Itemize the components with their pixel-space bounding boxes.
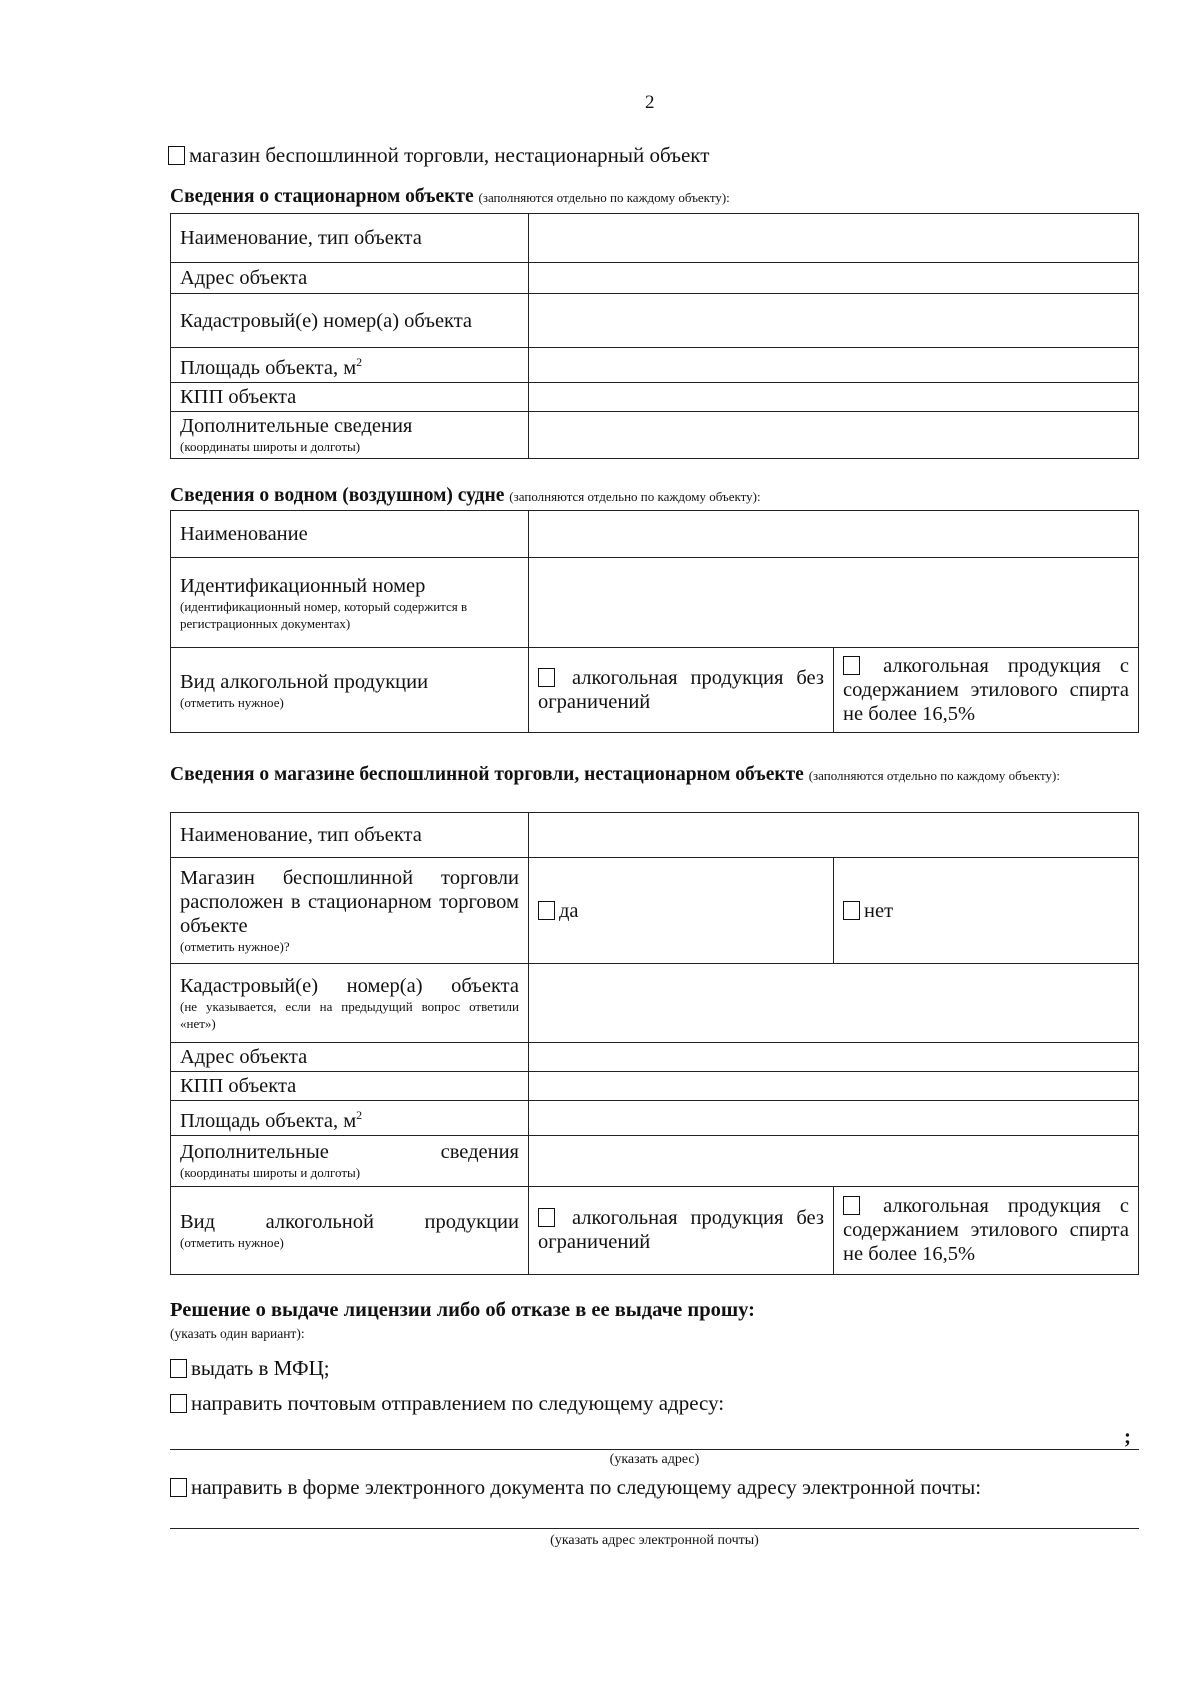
input-cell[interactable] <box>529 263 1139 294</box>
input-cell[interactable] <box>529 348 1139 383</box>
label: Кадастровый(е) номер(а) объекта <box>171 294 529 348</box>
option-label: направить в форме электронного документа по следующему адресу электронной почты: <box>191 1475 982 1499</box>
label-text: Вид алкогольной продукции <box>180 1210 519 1233</box>
option-no[interactable] <box>834 858 1139 964</box>
input-cell[interactable] <box>529 382 1139 411</box>
option-label: алкогольная продукция с содержанием этилового спирта не более 16,5% <box>843 655 1129 725</box>
address-caption: (указать адрес) <box>609 1452 700 1467</box>
hint: (отметить нужное) <box>180 694 284 710</box>
hint: (не указывается, если на предыдущий вопрос ответили «нет») <box>180 999 519 1031</box>
label: КПП объекта <box>171 382 529 411</box>
label <box>171 858 529 964</box>
label <box>171 1135 529 1186</box>
heading-text: Сведения о магазине беспошлинной торговли, нестационарном объекте <box>170 764 804 785</box>
label-text: Вид алкогольной продукции <box>180 670 429 693</box>
checkbox[interactable] <box>843 901 860 920</box>
email-line[interactable] <box>170 1528 1139 1529</box>
label: Адрес объекта <box>171 1043 529 1072</box>
checkbox[interactable] <box>843 1196 860 1215</box>
label: Адрес объекта <box>171 263 529 294</box>
heading-text: Сведения о водном (воздушном) судне <box>170 485 505 506</box>
checkbox-label: магазин беспошлинной торговли, нестационарный объект <box>189 143 710 167</box>
label <box>171 411 529 458</box>
section-heading-vessel <box>170 485 761 507</box>
hint: (координаты широты и долготы) <box>180 439 361 455</box>
label-text: Кадастровый(е) номер(а) объекта <box>180 975 519 997</box>
option-label: алкогольная продукция без ограничений <box>538 667 824 713</box>
semicolon: ; <box>1124 1424 1131 1448</box>
input-cell[interactable] <box>529 1043 1139 1072</box>
email-caption: (указать адрес электронной почты) <box>550 1533 759 1548</box>
heading-note: (заполняются отдельно по каждому объекту): <box>509 489 761 504</box>
sup: 2 <box>356 1108 363 1122</box>
option-label: выдать в МФЦ; <box>191 1356 330 1380</box>
heading-text: Сведения о стационарном объекте <box>170 186 474 207</box>
label: Наименование, тип объекта <box>171 214 529 263</box>
option-limited[interactable] <box>834 648 1139 733</box>
checkbox[interactable] <box>170 1394 187 1413</box>
option-unrestricted[interactable] <box>529 1186 834 1274</box>
input-cell[interactable] <box>529 511 1139 558</box>
heading-note: (заполняются отдельно по каждому объекту): <box>478 190 730 205</box>
label-text: Магазин беспошлинной торговли расположен в стационарном торговом объекте <box>180 867 519 937</box>
option-limited[interactable] <box>834 1186 1139 1274</box>
input-cell[interactable] <box>529 294 1139 348</box>
input-cell[interactable] <box>529 1135 1139 1186</box>
hint: (координаты широты и долготы) <box>180 1165 361 1181</box>
label <box>171 348 529 383</box>
checkbox[interactable] <box>170 1478 187 1497</box>
checkbox[interactable] <box>538 1208 555 1227</box>
input-cell[interactable] <box>529 1101 1139 1136</box>
option-label: алкогольная продукция без ограничений <box>538 1207 824 1254</box>
label: КПП объекта <box>171 1072 529 1101</box>
option-unrestricted[interactable] <box>529 648 834 733</box>
label <box>171 1101 529 1136</box>
input-cell[interactable] <box>529 1072 1139 1101</box>
option-label: направить почтовым отправлением по следующему адресу: <box>191 1391 725 1415</box>
hint: (идентификационный номер, который содержится в регистрационных документах) <box>180 598 468 631</box>
dutyfree-type-option[interactable] <box>168 143 709 168</box>
decision-sub: (указать один вариант): <box>170 1326 305 1341</box>
input-cell[interactable] <box>529 558 1139 648</box>
option-post[interactable] <box>170 1391 724 1416</box>
option-label: да <box>559 899 579 922</box>
option-mfc[interactable] <box>170 1356 330 1381</box>
input-cell[interactable] <box>529 964 1139 1043</box>
input-cell[interactable] <box>529 813 1139 858</box>
sup: 2 <box>356 355 363 369</box>
option-email[interactable] <box>170 1475 981 1500</box>
option-yes[interactable] <box>529 858 834 964</box>
label <box>171 964 529 1043</box>
label: Наименование, тип объекта <box>171 813 529 858</box>
label <box>171 558 529 648</box>
label-text: Идентификационный номер <box>180 574 426 597</box>
vessel-table <box>170 510 1139 733</box>
label: Наименование <box>171 511 529 558</box>
option-label: алкогольная продукция с содержанием этилового спирта не более 16,5% <box>843 1195 1129 1266</box>
label <box>171 1186 529 1274</box>
checkbox[interactable] <box>538 901 555 920</box>
section-heading-stationary <box>170 186 730 208</box>
checkbox[interactable] <box>168 146 185 165</box>
label-text: Площадь объекта, м <box>180 356 357 379</box>
option-label: нет <box>864 899 894 922</box>
label-text: Площадь объекта, м <box>180 1109 357 1132</box>
checkbox[interactable] <box>843 656 860 675</box>
dutyfree-table <box>170 812 1139 1275</box>
section-heading-dutyfree <box>170 764 1060 786</box>
label <box>171 648 529 733</box>
hint: (отметить нужное)? <box>180 939 290 954</box>
input-cell[interactable] <box>529 411 1139 458</box>
decision-heading: Решение о выдаче лицензии либо об отказе в ее выдаче прошу: <box>170 1299 755 1321</box>
label-text: Дополнительные сведения <box>180 415 413 438</box>
address-line[interactable] <box>170 1449 1139 1450</box>
checkbox[interactable] <box>538 668 555 687</box>
label-text: Дополнительные сведения <box>180 1141 519 1164</box>
heading-note: (заполняются отдельно по каждому объекту): <box>808 768 1061 783</box>
input-cell[interactable] <box>529 214 1139 263</box>
hint: (отметить нужное) <box>180 1234 284 1250</box>
stationary-table <box>170 213 1139 459</box>
checkbox[interactable] <box>170 1359 187 1378</box>
page-number: 2 <box>645 92 655 113</box>
